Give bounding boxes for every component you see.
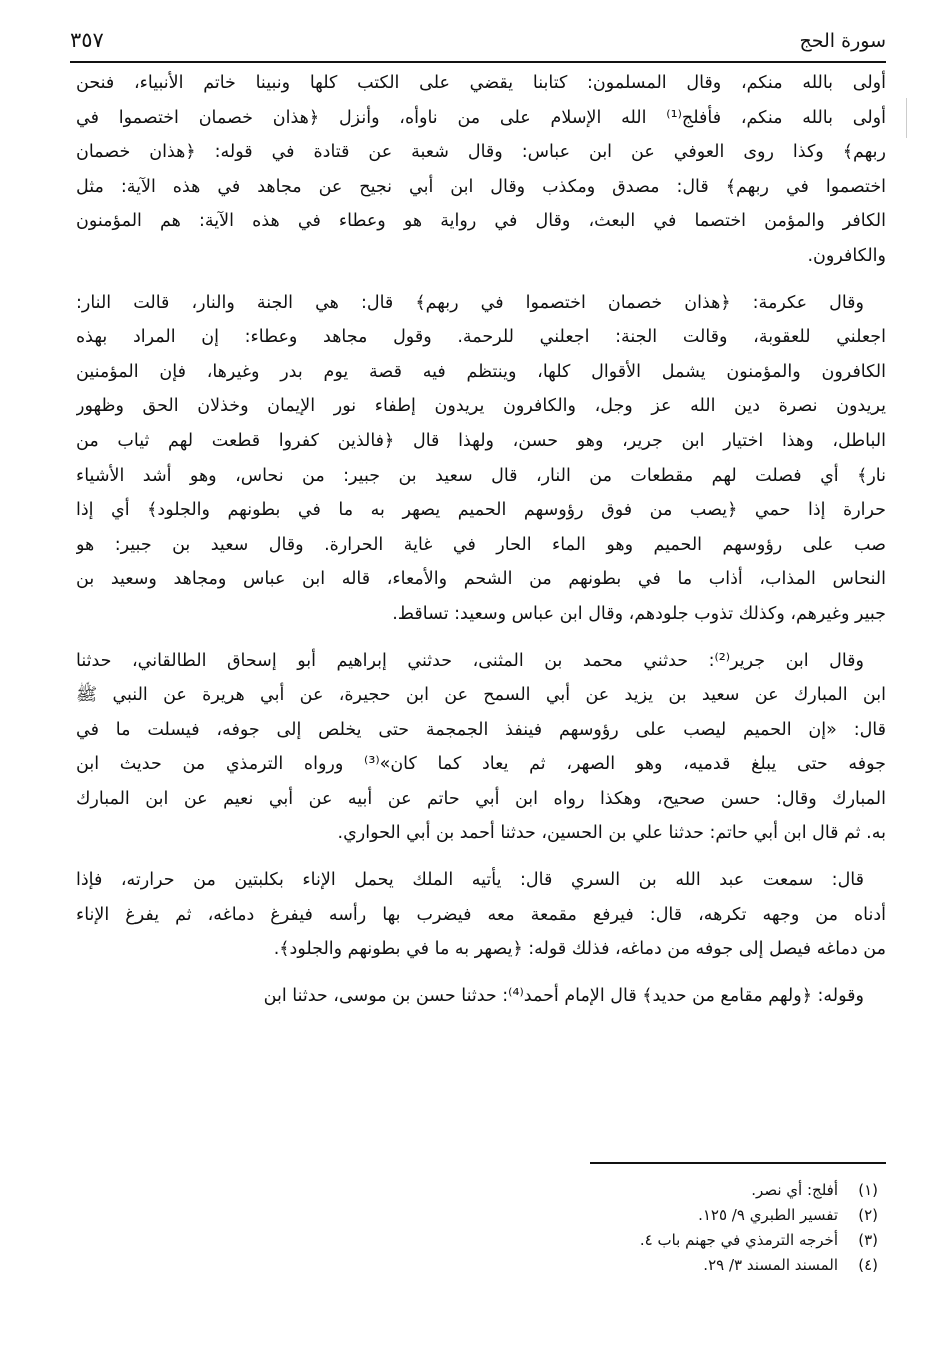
paragraph [76,286,886,632]
footnote-text: تفسير الطبري ٩/ ١٢٥. [698,1206,838,1224]
footnote-text: أفلج: أي نصر. [751,1181,838,1199]
text-line: الكافر والمؤمن اختصما في البعث، وقال في رواية هو وعطاء في هذه الآية: هم المؤمنون [76,211,886,232]
text-line: ابن المبارك عن سعيد بن يزيد عن أبي السمح عن ابن حجيرة، عن أبي هريرة عن النبي ﷺ [76,685,886,706]
header-rule [70,61,886,63]
text-line: أدناه من وجهه تكرهه، قال: فيرفع مقمعة معه فيضرب بها رأسه فيفرغ دماغه، ثم يفرغ الإناء [76,904,886,925]
text-line: الباطل، وهذا اختيار ابن جرير، وهو حسن، ولهذا قال ﴿فالذين كفروا قطعت لهم ثياب من [76,430,886,451]
text-line: صب على رؤوسهم الحميم وهو الماء الحار في غاية الحرارة. وقال سعيد بن جبير: هو [76,534,886,555]
footnote-text: أخرجه الترمذي في جهنم باب ٤. [639,1231,838,1249]
footnote [500,1178,878,1203]
footnote-number: (٢) [858,1206,878,1224]
text-line: والكافرون. [807,245,886,266]
text-line: النحاس المذاب، أذاب ما في بطونهم من الشحم والأمعاء، قاله ابن عباس ومجاهد وسعيد بن [76,569,886,590]
text-line: جبير وغيرهم، وكذلك تذوب جلودهم، وقال ابن عباس وسعيد: تساقط. [392,603,886,624]
footnote-text: المسند المسند ٣/ ٢٩. [703,1256,838,1274]
footnote [500,1203,878,1228]
text-line: جوفه حتى يبلغ قدميه، وهو الصهر، ثم يعاد كما كان»⁽³⁾ ورواه الترمذي من حديث ابن [76,754,886,775]
paragraph [76,979,886,1014]
text-line: قال: سمعت عبد الله بن السري قال: يأتيه الملك يحمل الإناء بكلبتين من حرارته، فإذا [76,870,864,891]
text-line: وقوله: ﴿ولهم مقامع من حديد﴾ قال الإمام أحمد⁽⁴⁾: حدثنا حسن بن موسى، حدثنا ابن [263,985,864,1006]
paragraph [76,66,886,274]
text-line: وقال ابن جرير⁽²⁾: حدثني محمد بن المثنى، حدثني إبراهيم أبو إسحاق الطالقاني، حدثنا [76,650,864,671]
text-line: نار﴾ أي فصلت لهم مقطعات من النار، قال سعيد بن جبير: من نحاس، وهو أشد الأشياء [76,465,886,486]
scan-margin-mark [906,98,907,138]
text-line: أولى بالله منكم، وقال المسلمون: كتابنا يقضي على الكتب كلها ونبينا خاتم الأنبياء، فنحن [76,73,886,93]
text-line: اختصموا في ربهم﴾ قال: مصدق ومكذب وقال ابن أبي نجيح عن مجاهد في هذه الآية: مثل [76,176,886,197]
text-line: الكافرون والمؤمنون يشمل الأقوال كلها، وينتظم فيه قصة يوم بدر وغيرها، فإن المؤمنين [76,361,886,382]
text-line: ربهم﴾ وكذا روى العوفي عن ابن عباس: وقال شعبة عن قتادة في قوله: ﴿هذان خصمان [76,142,886,163]
paragraph [76,644,886,852]
text-line: اجعلني للعقوبة، وقالت الجنة: اجعلني للرحمة. وقول مجاهد وعطاء: إن المراد بهذه [76,327,886,348]
main-text [76,66,886,1025]
footnote-number: (٣) [858,1231,878,1249]
text-line: من دماغه فيصل إلى جوفه من دماغه، فذلك قوله: ﴿يصهر به ما في بطونهم والجلود﴾. [273,939,886,960]
text-line: المبارك وقال: حسن صحيح، وهكذا رواه ابن أبي حاتم عن أبيه عن أبي نعيم عن ابن المبارك [76,788,886,809]
footnote-number: (٤) [858,1256,878,1274]
footnote [500,1253,878,1278]
footnotes [500,1178,878,1278]
footnote-rule [590,1162,886,1164]
paragraph [76,863,886,967]
text-line: يريدون نصرة دين الله عز وجل، والكافرون يريدون إطفاء نور الإيمان وخذلان الحق وظهور [76,396,886,417]
text-line: أولى بالله منكم، فأفلج⁽¹⁾ الله الإسلام على من ناوأه، وأنزل ﴿هذان خصمان اختصموا في [76,107,886,128]
running-header [70,28,886,58]
page-number: ٣٥٧ [70,28,104,52]
surah-title: سورة الحج [799,30,886,52]
footnote [500,1228,878,1253]
text-line: قال: «إن الحميم ليصب على رؤوسهم فينفذ الجمجمة حتى يخلص إلى جوفه، فيسلت ما في [76,719,886,740]
text-line: به. ثم قال ابن أبي حاتم: حدثنا علي بن الحسين، حدثنا أحمد بن أبي الحواري. [337,823,886,844]
text-line: حرارة إذا حمي ﴿يصب من فوق رؤوسهم الحميم يصهر به ما في بطونهم والجلود﴾ أي إذا [76,500,886,521]
text-line: وقال عكرمة: ﴿هذان خصمان اختصموا في ربهم﴾ قال: هي الجنة والنار، قالت النار: [76,292,864,313]
footnote-number: (١) [858,1181,878,1199]
